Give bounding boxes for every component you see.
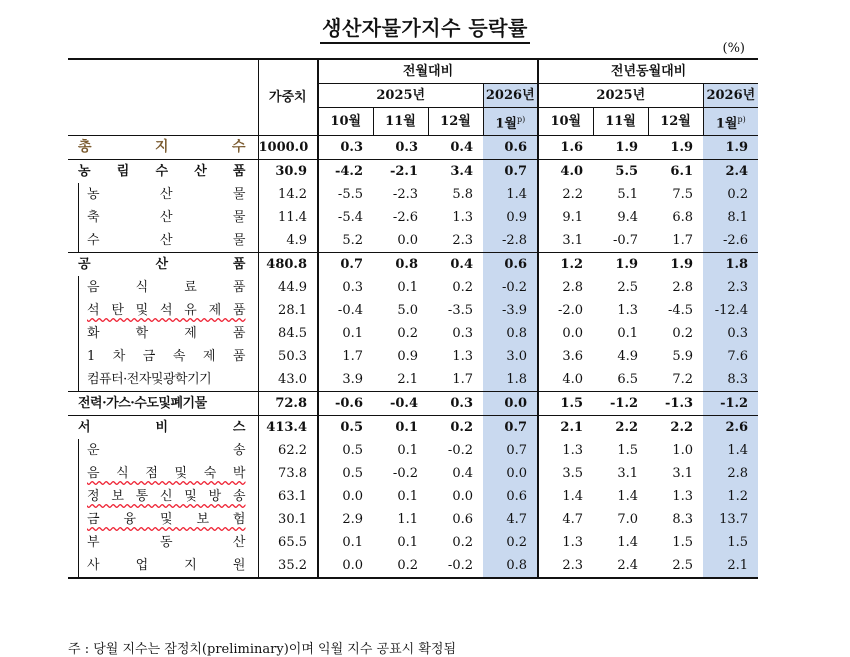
- mom-cell: 0.2: [428, 416, 483, 440]
- mom-cell: 2.3: [452, 233, 473, 249]
- yoy-cell: 0.1: [617, 326, 639, 342]
- mom-cell: 2.1: [397, 372, 418, 388]
- yoy-month-header: 12월: [648, 108, 703, 136]
- mom-cell: -3.9: [483, 299, 538, 322]
- table-row: [68, 136, 758, 160]
- table-row: [68, 322, 758, 345]
- mom-cell: 0.3: [452, 326, 473, 342]
- weight-cell: 50.3: [258, 345, 318, 368]
- preliminary-mark: p): [516, 115, 526, 124]
- yoy-cell: 4.0: [538, 160, 593, 184]
- yoy-cell: 6.8: [672, 210, 694, 226]
- mom-cell: 4.7: [483, 508, 538, 531]
- mom-cell: 0.3: [318, 276, 373, 299]
- yoy-cell: 2.5: [617, 280, 639, 296]
- mom-cell: 0.4: [428, 253, 483, 277]
- row-label: 부 동 산: [68, 531, 258, 554]
- mom-cell: 0.1: [397, 535, 418, 551]
- row-label: 축 산 물: [68, 206, 258, 229]
- weight-cell: 413.4: [258, 416, 318, 440]
- mom-cell: -2.1: [373, 160, 428, 184]
- yoy-cell: 4.0: [538, 368, 593, 392]
- mom-month-header: 12월: [428, 108, 483, 136]
- yoy-cell: 2.8: [538, 276, 593, 299]
- weight-cell: 43.0: [258, 368, 318, 392]
- table-row: [68, 253, 758, 277]
- mom-cell: 0.8: [483, 554, 538, 578]
- yoy-cell: 1.9: [703, 136, 758, 160]
- yoy-cell: 2.2: [538, 183, 593, 206]
- yoy-month-header: 10월: [538, 108, 593, 136]
- weight-header: 가중치: [258, 59, 318, 136]
- yoy-cell: 2.5: [648, 554, 703, 578]
- mom-cell: 0.1: [318, 531, 373, 554]
- yoy-cell: 1.3: [538, 439, 593, 462]
- mom-cell: -2.6: [392, 210, 418, 226]
- table-row: [68, 392, 758, 416]
- weight-cell: 30.1: [258, 508, 318, 531]
- yoy-cell: 1.5: [672, 535, 694, 551]
- mom-cell: -0.2: [483, 276, 538, 299]
- row-label: 농 산 물: [68, 183, 258, 206]
- yoy-cell: 6.1: [648, 160, 703, 184]
- mom-cell: 0.1: [318, 322, 373, 345]
- table-row: [68, 439, 758, 462]
- yoy-cell: 5.9: [672, 349, 694, 365]
- yoy-cell: 2.1: [703, 554, 758, 578]
- mom-cell: 1.7: [318, 345, 373, 368]
- yoy-cell: 8.1: [703, 206, 758, 229]
- table-title: 생산자물가지수 등락률: [0, 12, 850, 41]
- row-label: 전력·가스·수도및폐기물: [68, 392, 258, 416]
- ppi-table: [68, 58, 758, 579]
- mom-header: 전월대비: [318, 59, 538, 84]
- row-label: 음 식 점 및 숙 박: [68, 462, 258, 485]
- yoy-cell: 4.7: [538, 508, 593, 531]
- yoy-cell: 1.4: [617, 535, 639, 551]
- footnote: 주 : 당월 지수는 잠정치(preliminary)이며 익월 지수 공표시 확정됨: [68, 642, 457, 657]
- mom-cell: -3.5: [447, 303, 473, 319]
- yoy-cell: 8.3: [672, 512, 694, 528]
- table-row: [68, 160, 758, 184]
- yoy-cell: 3.1: [672, 466, 694, 482]
- yoy-cell: -2.6: [703, 229, 758, 253]
- mom-cell: 0.8: [483, 322, 538, 345]
- mom-cell: 3.0: [483, 345, 538, 368]
- mom-cell: -0.6: [318, 392, 373, 416]
- yoy-cell: -1.3: [648, 392, 703, 416]
- yoy-cell: 7.5: [672, 187, 694, 203]
- yoy-cell: 1.9: [615, 140, 639, 156]
- yoy-cell: 5.1: [617, 187, 639, 203]
- table-row: [68, 276, 758, 299]
- yoy-cell: -1.2: [593, 392, 648, 416]
- mom-month-header: 1월$^{p)}$: [483, 108, 538, 136]
- yoy-cell: 1.6: [538, 136, 593, 160]
- weight-cell: 65.5: [258, 531, 318, 554]
- table-row: [68, 554, 758, 578]
- table-row: [68, 531, 758, 554]
- yoy-2026-header: 2026년: [703, 84, 758, 108]
- mom-cell: -5.5: [318, 183, 373, 206]
- mom-cell: -0.4: [318, 299, 373, 322]
- row-label: 컴퓨터·전자및광학기기: [68, 368, 258, 392]
- yoy-cell: 2.6: [703, 416, 758, 440]
- mom-cell: -0.2: [428, 554, 483, 578]
- mom-cell: -0.2: [392, 466, 418, 482]
- weight-cell: 73.8: [258, 462, 318, 485]
- yoy-cell: 1.4: [703, 439, 758, 462]
- mom-cell: 5.0: [397, 303, 418, 319]
- mom-2026-header: 2026년: [483, 84, 538, 108]
- row-label: 사 업 지 원: [68, 554, 258, 578]
- mom-cell: 0.7: [483, 160, 538, 184]
- mom-cell: 1.3: [452, 349, 473, 365]
- weight-cell: 4.9: [258, 229, 318, 253]
- mom-cell: 0.3: [318, 136, 373, 160]
- table-row: [68, 416, 758, 440]
- row-label: 음 식 료 품: [68, 276, 258, 299]
- weight-cell: 480.8: [258, 253, 318, 277]
- preliminary-mark: p): [737, 115, 746, 124]
- mom-cell: 0.7: [483, 416, 538, 440]
- weight-cell: 1000.0: [258, 136, 318, 160]
- table-row: [68, 508, 758, 531]
- yoy-cell: 3.1: [538, 229, 593, 253]
- yoy-cell: 1.7: [672, 233, 694, 249]
- yoy-cell: 2.2: [593, 416, 648, 440]
- table-row: [68, 485, 758, 508]
- row-label: 수 산 물: [68, 229, 258, 253]
- mom-cell: 3.4: [428, 160, 483, 184]
- mom-cell: 0.2: [483, 531, 538, 554]
- yoy-cell: 1.4: [538, 485, 593, 508]
- category-header: [68, 59, 258, 136]
- mom-cell: 1.4: [483, 183, 538, 206]
- yoy-cell: 3.1: [617, 466, 639, 482]
- weight-cell: 14.2: [258, 183, 318, 206]
- mom-cell: 0.0: [483, 462, 538, 485]
- unit-label: (%): [722, 41, 745, 56]
- row-label: 화 학 제 품: [68, 322, 258, 345]
- weight-cell: 35.2: [258, 554, 318, 578]
- yoy-cell: 0.0: [538, 322, 593, 345]
- table-row: [68, 206, 758, 229]
- yoy-cell: 1.0: [672, 443, 694, 459]
- row-label: 금 융 및 보 험: [68, 508, 258, 531]
- mom-cell: 1.3: [452, 210, 473, 226]
- weight-cell: 63.1: [258, 485, 318, 508]
- yoy-cell: 2.8: [672, 280, 694, 296]
- mom-cell: 0.0: [318, 485, 373, 508]
- yoy-cell: 0.3: [703, 322, 758, 345]
- mom-cell: -2.8: [483, 229, 538, 253]
- yoy-cell: -1.2: [703, 392, 758, 416]
- yoy-cell: 1.5: [538, 392, 593, 416]
- yoy-cell: 2.4: [703, 160, 758, 184]
- yoy-cell: 7.6: [703, 345, 758, 368]
- mom-cell: 0.1: [397, 489, 418, 505]
- yoy-cell: -0.7: [612, 233, 639, 249]
- mom-cell: 0.0: [397, 233, 418, 249]
- yoy-month-header: 11월: [593, 108, 648, 136]
- yoy-cell: 1.4: [617, 489, 639, 505]
- yoy-cell: 1.3: [617, 303, 639, 319]
- yoy-cell: 9.1: [538, 206, 593, 229]
- yoy-cell: 0.2: [703, 183, 758, 206]
- row-label: 서 비 스: [68, 416, 258, 440]
- mom-month-header: 11월: [373, 108, 428, 136]
- mom-cell: -4.2: [318, 160, 373, 184]
- mom-cell: 0.4: [450, 140, 473, 156]
- mom-cell: 0.7: [318, 253, 373, 277]
- mom-cell: 0.2: [397, 326, 418, 342]
- mom-cell: 0.0: [318, 554, 373, 578]
- yoy-cell: 2.4: [593, 554, 648, 578]
- mom-cell: -2.3: [392, 187, 418, 203]
- mom-cell: 3.9: [318, 368, 373, 392]
- yoy-cell: 2.8: [703, 462, 758, 485]
- mom-cell: 0.1: [397, 280, 418, 296]
- yoy-cell: -2.0: [538, 299, 593, 322]
- yoy-cell: 1.9: [593, 253, 648, 277]
- yoy-cell: -12.4: [703, 299, 758, 322]
- mom-cell: 0.5: [318, 416, 373, 440]
- mom-cell: 5.2: [318, 229, 373, 253]
- yoy-cell: 13.7: [703, 508, 758, 531]
- yoy-cell: 1.8: [703, 253, 758, 277]
- weight-cell: 44.9: [258, 276, 318, 299]
- yoy-cell: 1.3: [672, 489, 694, 505]
- row-label: 총 지 수: [78, 139, 246, 156]
- yoy-cell: 6.5: [617, 372, 639, 388]
- table-row: [68, 462, 758, 485]
- yoy-cell: 8.3: [703, 368, 758, 392]
- yoy-cell: 2.3: [538, 554, 593, 578]
- mom-month-header: 10월: [318, 108, 373, 136]
- mom-cell: 0.2: [452, 280, 473, 296]
- weight-cell: 72.8: [258, 392, 318, 416]
- row-label: 공 산 품: [68, 253, 258, 277]
- mom-cell: -5.4: [318, 206, 373, 229]
- mom-cell: 0.4: [452, 466, 473, 482]
- mom-cell: 1.7: [452, 372, 473, 388]
- mom-cell: 0.9: [483, 206, 538, 229]
- table-row: [68, 368, 758, 392]
- row-label: 농 림 수 산 품: [68, 160, 258, 184]
- row-label: 석 탄 및 석 유 제 품: [68, 299, 258, 322]
- mom-cell: 2.9: [318, 508, 373, 531]
- mom-cell: -0.2: [447, 443, 473, 459]
- mom-cell: 0.2: [373, 554, 428, 578]
- yoy-cell: 3.6: [538, 345, 593, 368]
- yoy-cell: 5.5: [593, 160, 648, 184]
- weight-cell: 62.2: [258, 439, 318, 462]
- yoy-cell: 1.5: [617, 443, 639, 459]
- yoy-cell: 0.2: [672, 326, 694, 342]
- yoy-cell: 1.2: [703, 485, 758, 508]
- mom-cell: 0.6: [452, 512, 473, 528]
- yoy-cell: 3.5: [538, 462, 593, 485]
- mom-cell: 0.6: [483, 136, 538, 160]
- row-label: 운 송: [68, 439, 258, 462]
- mom-cell: 1.8: [483, 368, 538, 392]
- weight-cell: 11.4: [258, 206, 318, 229]
- mom-cell: 0.1: [373, 416, 428, 440]
- mom-cell: 0.9: [397, 349, 418, 365]
- mom-cell: 1.1: [397, 512, 418, 528]
- yoy-cell: 9.4: [617, 210, 639, 226]
- mom-2025-header: 2025년: [318, 84, 483, 108]
- mom-cell: 0.2: [452, 535, 473, 551]
- yoy-2025-header: 2025년: [538, 84, 703, 108]
- weight-cell: 30.9: [258, 160, 318, 184]
- yoy-cell: 7.2: [672, 372, 694, 388]
- mom-cell: 0.0: [452, 489, 473, 505]
- mom-cell: 0.6: [483, 485, 538, 508]
- mom-cell: 5.8: [452, 187, 473, 203]
- table-row: [68, 183, 758, 206]
- mom-cell: 0.3: [395, 140, 418, 156]
- yoy-cell: 4.9: [617, 349, 639, 365]
- yoy-cell: 2.2: [648, 416, 703, 440]
- weight-cell: 28.1: [258, 299, 318, 322]
- yoy-month-header: 1월$^{p)}$: [703, 108, 758, 136]
- yoy-header: 전년동월대비: [538, 59, 758, 84]
- weight-cell: 84.5: [258, 322, 318, 345]
- mom-cell: 0.0: [483, 392, 538, 416]
- mom-cell: -0.4: [373, 392, 428, 416]
- yoy-cell: 1.9: [670, 140, 694, 156]
- yoy-cell: 1.3: [538, 531, 593, 554]
- yoy-cell: 1.9: [648, 253, 703, 277]
- yoy-cell: 1.5: [703, 531, 758, 554]
- mom-cell: 0.7: [483, 439, 538, 462]
- row-label: 정 보 통 신 및 방 송: [68, 485, 258, 508]
- mom-cell: 0.6: [483, 253, 538, 277]
- mom-cell: 0.8: [373, 253, 428, 277]
- table-row: [68, 299, 758, 322]
- row-label: 1 차 금 속 제 품: [68, 345, 258, 368]
- yoy-cell: 7.0: [617, 512, 639, 528]
- table-row: [68, 345, 758, 368]
- mom-cell: 0.5: [318, 462, 373, 485]
- yoy-cell: 2.1: [538, 416, 593, 440]
- mom-cell: 0.3: [428, 392, 483, 416]
- mom-cell: 0.1: [397, 443, 418, 459]
- table-row: [68, 229, 758, 253]
- yoy-cell: 1.2: [538, 253, 593, 277]
- yoy-cell: -4.5: [667, 303, 694, 319]
- yoy-cell: 2.3: [703, 276, 758, 299]
- mom-cell: 0.5: [318, 439, 373, 462]
